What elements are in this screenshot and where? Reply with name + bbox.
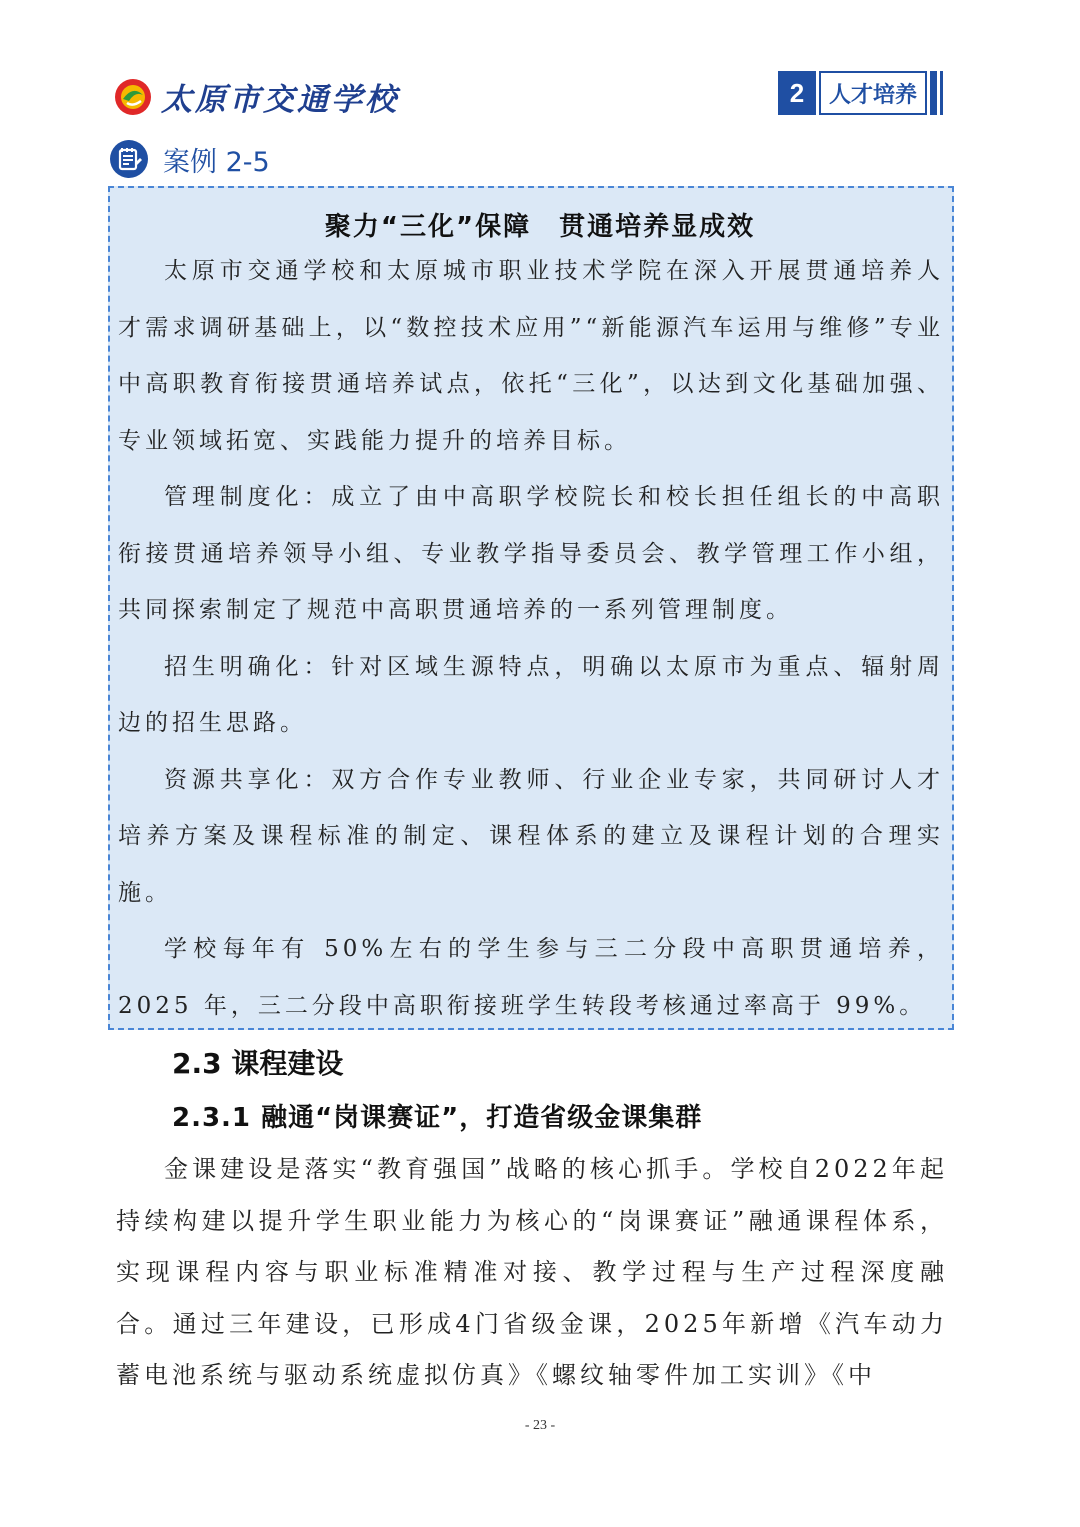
case-number: 案例 2-5 — [163, 146, 270, 178]
case-label — [109, 139, 270, 179]
page-number: - 23 - — [524, 1418, 556, 1433]
decorative-bar — [930, 71, 937, 115]
case-title: 聚力“三化”保障 贯通培养显成效 — [324, 212, 756, 242]
subsection-heading: 2.3.1 融通“岗课赛证”，打造省级金课集群 — [172, 1103, 703, 1133]
section-heading: 2.3 课程建设 — [172, 1047, 344, 1080]
chapter-badge — [778, 71, 943, 115]
body-text — [116, 1144, 948, 1402]
body-paragraph: 金课建设是落实“教育强国”战略的核心抓手。学校自2022年起持续构建以提升学生职业能力为核心的“岗课赛证”融通课程体系，实现课程内容与职业标准精准对接、教学过程与生产过程深度融合。通过三年建设，已形成4门省级金课，2025年新增《汽车动力蓄电池系统与驱动系统虚拟仿真》《螺纹轴零件加工实训》《中 — [116, 1155, 948, 1389]
chapter-number: 2 — [778, 71, 816, 115]
case-body — [118, 243, 944, 1034]
decorative-bar — [940, 71, 943, 115]
case-paragraph: 资源共享化：双方合作专业教师、行业企业专家，共同研讨人才培养方案及课程标准的制定、课程体系的建立及课程计划的合理实施。 — [118, 766, 944, 906]
chapter-title: 人才培养 — [819, 71, 927, 115]
case-paragraph: 招生明确化：针对区域生源特点，明确以太原市为重点、辐射周边的招生思路。 — [118, 653, 944, 736]
school-header — [113, 74, 399, 119]
school-logo-icon — [113, 77, 153, 117]
notepad-icon — [109, 139, 149, 179]
case-paragraph: 管理制度化：成立了由中高职学校院长和校长担任组长的中高职衔接贯通培养领导小组、专业教学指导委员会、教学管理工作小组，共同探索制定了规范中高职贯通培养的一系列管理制度。 — [118, 484, 944, 623]
case-paragraph: 太原市交通学校和太原城市职业技术学院在深入开展贯通培养人才需求调研基础上，以“数控技术应用”“新能源汽车运用与维修”专业中高职教育衔接贯通培养试点，依托“三化”，以达到文化基础加强、专业领域拓宽、实践能力提升的培养目标。 — [118, 258, 944, 454]
case-paragraph: 学校每年有 50%左右的学生参与三二分段中高职贯通培养，2025 年，三二分段中高职衔接班学生转段考核通过率高于 99%。 — [118, 936, 944, 1019]
school-name: 太原市交通学校 — [161, 82, 399, 118]
